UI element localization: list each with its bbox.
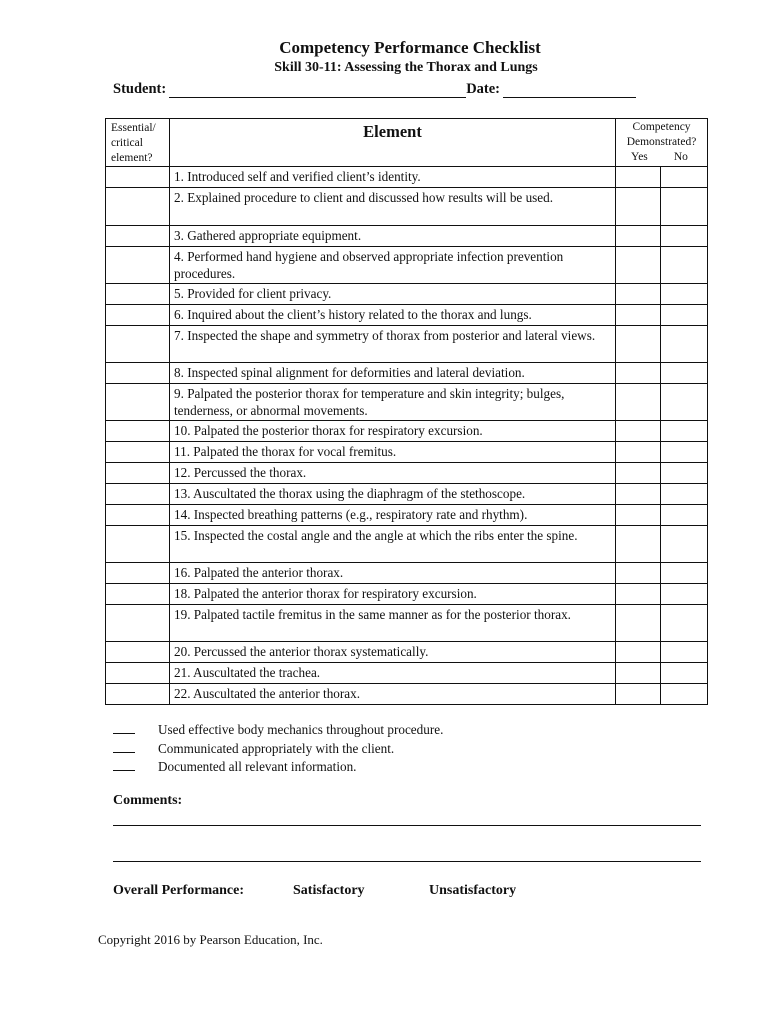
no-cell[interactable]	[661, 247, 708, 284]
criteria-item	[113, 758, 443, 777]
criteria-text: Documented all relevant information.	[158, 759, 357, 774]
element-text: 15. Inspected the costal angle and the angle at which the ribs enter the spine.	[170, 526, 616, 563]
yes-cell[interactable]	[616, 605, 661, 642]
criteria-text: Communicated appropriately with the client.	[158, 740, 395, 756]
yes-cell[interactable]	[616, 684, 661, 705]
no-cell[interactable]	[661, 226, 708, 247]
essential-cell[interactable]	[106, 167, 170, 188]
criteria-item	[113, 740, 443, 759]
no-cell[interactable]	[661, 384, 708, 421]
essential-header-line: element?	[111, 152, 153, 164]
no-cell[interactable]	[661, 584, 708, 605]
yes-cell[interactable]	[616, 463, 661, 484]
comment-line[interactable]	[113, 861, 701, 862]
yes-cell[interactable]	[616, 305, 661, 326]
yes-cell[interactable]	[616, 188, 661, 226]
element-text: 22. Auscultated the anterior thorax.	[170, 684, 616, 705]
no-cell[interactable]	[661, 167, 708, 188]
essential-cell[interactable]	[106, 526, 170, 563]
element-column-header: Element	[170, 119, 616, 167]
student-label: Student:	[113, 81, 167, 97]
skill-subtitle: Skill 30-11: Assessing the Thorax and Lungs	[274, 60, 538, 75]
element-text: 9. Palpated the posterior thorax for temperature and skin integrity; bulges, tenderness, or abnormal movements.	[170, 384, 616, 421]
essential-cell[interactable]	[106, 305, 170, 326]
competency-column-header	[616, 119, 708, 167]
no-cell[interactable]	[661, 188, 708, 226]
no-cell[interactable]	[661, 326, 708, 363]
competency-header-line: Competency	[632, 121, 691, 133]
essential-cell[interactable]	[106, 642, 170, 663]
date-field[interactable]	[503, 83, 636, 98]
essential-cell[interactable]	[106, 563, 170, 584]
yes-column-header: Yes	[631, 151, 648, 163]
yes-cell[interactable]	[616, 584, 661, 605]
essential-cell[interactable]	[106, 421, 170, 442]
no-cell[interactable]	[661, 526, 708, 563]
element-text: 7. Inspected the shape and symmetry of thorax from posterior and lateral views.	[170, 326, 616, 363]
yes-cell[interactable]	[616, 226, 661, 247]
yes-cell[interactable]	[616, 284, 661, 305]
no-cell[interactable]	[661, 363, 708, 384]
essential-cell[interactable]	[106, 505, 170, 526]
element-text: 19. Palpated tactile fremitus in the same manner as for the posterior thorax.	[170, 605, 616, 642]
element-text: 16. Palpated the anterior thorax.	[170, 563, 616, 584]
essential-cell[interactable]	[106, 463, 170, 484]
essential-cell[interactable]	[106, 247, 170, 284]
yes-cell[interactable]	[616, 363, 661, 384]
checklist-table	[105, 118, 708, 705]
essential-cell[interactable]	[106, 663, 170, 684]
yes-cell[interactable]	[616, 663, 661, 684]
yes-cell[interactable]	[616, 167, 661, 188]
no-cell[interactable]	[661, 421, 708, 442]
essential-cell[interactable]	[106, 326, 170, 363]
element-text: 13. Auscultated the thorax using the diaphragm of the stethoscope.	[170, 484, 616, 505]
competency-header-line: Demonstrated?	[626, 136, 697, 148]
yes-cell[interactable]	[616, 526, 661, 563]
element-text: 12. Percussed the thorax.	[170, 463, 616, 484]
no-cell[interactable]	[661, 642, 708, 663]
unsatisfactory-option[interactable]: Unsatisfactory	[429, 883, 517, 898]
no-cell[interactable]	[661, 684, 708, 705]
yes-cell[interactable]	[616, 326, 661, 363]
check-blank[interactable]	[113, 721, 135, 734]
no-cell[interactable]	[661, 305, 708, 326]
yes-cell[interactable]	[616, 484, 661, 505]
element-text: 11. Palpated the thorax for vocal fremitus.	[170, 442, 616, 463]
essential-cell[interactable]	[106, 684, 170, 705]
yes-cell[interactable]	[616, 247, 661, 284]
element-text: 3. Gathered appropriate equipment.	[170, 226, 616, 247]
copyright-notice: Copyright 2016 by Pearson Education, Inc.	[98, 932, 323, 947]
element-text: 14. Inspected breathing patterns (e.g., respiratory rate and rhythm).	[170, 505, 616, 526]
additional-criteria	[113, 721, 443, 777]
criteria-item	[113, 721, 443, 740]
comments-label: Comments:	[113, 793, 183, 808]
page-title: Competency Performance Checklist	[279, 38, 541, 57]
essential-header-line: Essential/	[111, 122, 156, 134]
yes-cell[interactable]	[616, 563, 661, 584]
yes-cell[interactable]	[616, 384, 661, 421]
essential-header-line: critical	[111, 137, 143, 149]
essential-cell[interactable]	[106, 384, 170, 421]
essential-cell[interactable]	[106, 363, 170, 384]
no-cell[interactable]	[661, 442, 708, 463]
element-text: 10. Palpated the posterior thorax for respiratory excursion.	[170, 421, 616, 442]
comment-line[interactable]	[113, 825, 701, 826]
no-cell[interactable]	[661, 484, 708, 505]
overall-performance-label: Overall Performance:	[113, 883, 244, 898]
no-cell[interactable]	[661, 463, 708, 484]
no-cell[interactable]	[661, 563, 708, 584]
yes-cell[interactable]	[616, 421, 661, 442]
essential-cell[interactable]	[106, 188, 170, 226]
essential-cell[interactable]	[106, 226, 170, 247]
no-cell[interactable]	[661, 284, 708, 305]
criteria-text: Used effective body mechanics throughout procedure.	[158, 722, 444, 737]
essential-cell[interactable]	[106, 284, 170, 305]
student-name-field[interactable]	[169, 83, 466, 98]
essential-cell[interactable]	[106, 605, 170, 642]
element-text: 1. Introduced self and verified client’s identity.	[170, 167, 616, 188]
element-text: 18. Palpated the anterior thorax for respiratory excursion.	[170, 584, 616, 605]
no-cell[interactable]	[661, 605, 708, 642]
check-blank[interactable]	[113, 740, 135, 753]
satisfactory-option[interactable]: Satisfactory	[293, 883, 365, 898]
element-text: 5. Provided for client privacy.	[170, 284, 616, 305]
yes-cell[interactable]	[616, 642, 661, 663]
element-text: 4. Performed hand hygiene and observed appropriate infection prevention procedures.	[170, 247, 616, 284]
element-text: 2. Explained procedure to client and discussed how results will be used.	[170, 188, 616, 226]
no-column-header: No	[673, 151, 688, 163]
essential-cell[interactable]	[106, 442, 170, 463]
yes-cell[interactable]	[616, 505, 661, 526]
element-text: 21. Auscultated the trachea.	[170, 663, 616, 684]
student-date-row	[113, 81, 636, 98]
check-blank[interactable]	[113, 758, 135, 771]
element-text: 20. Percussed the anterior thorax systematically.	[170, 642, 616, 663]
essential-column-header	[106, 119, 170, 167]
date-label: Date:	[466, 81, 501, 97]
yes-cell[interactable]	[616, 442, 661, 463]
element-text: 8. Inspected spinal alignment for deformities and lateral deviation.	[170, 363, 616, 384]
element-text: 6. Inquired about the client’s history related to the thorax and lungs.	[170, 305, 616, 326]
no-cell[interactable]	[661, 505, 708, 526]
no-cell[interactable]	[661, 663, 708, 684]
essential-cell[interactable]	[106, 584, 170, 605]
essential-cell[interactable]	[106, 484, 170, 505]
